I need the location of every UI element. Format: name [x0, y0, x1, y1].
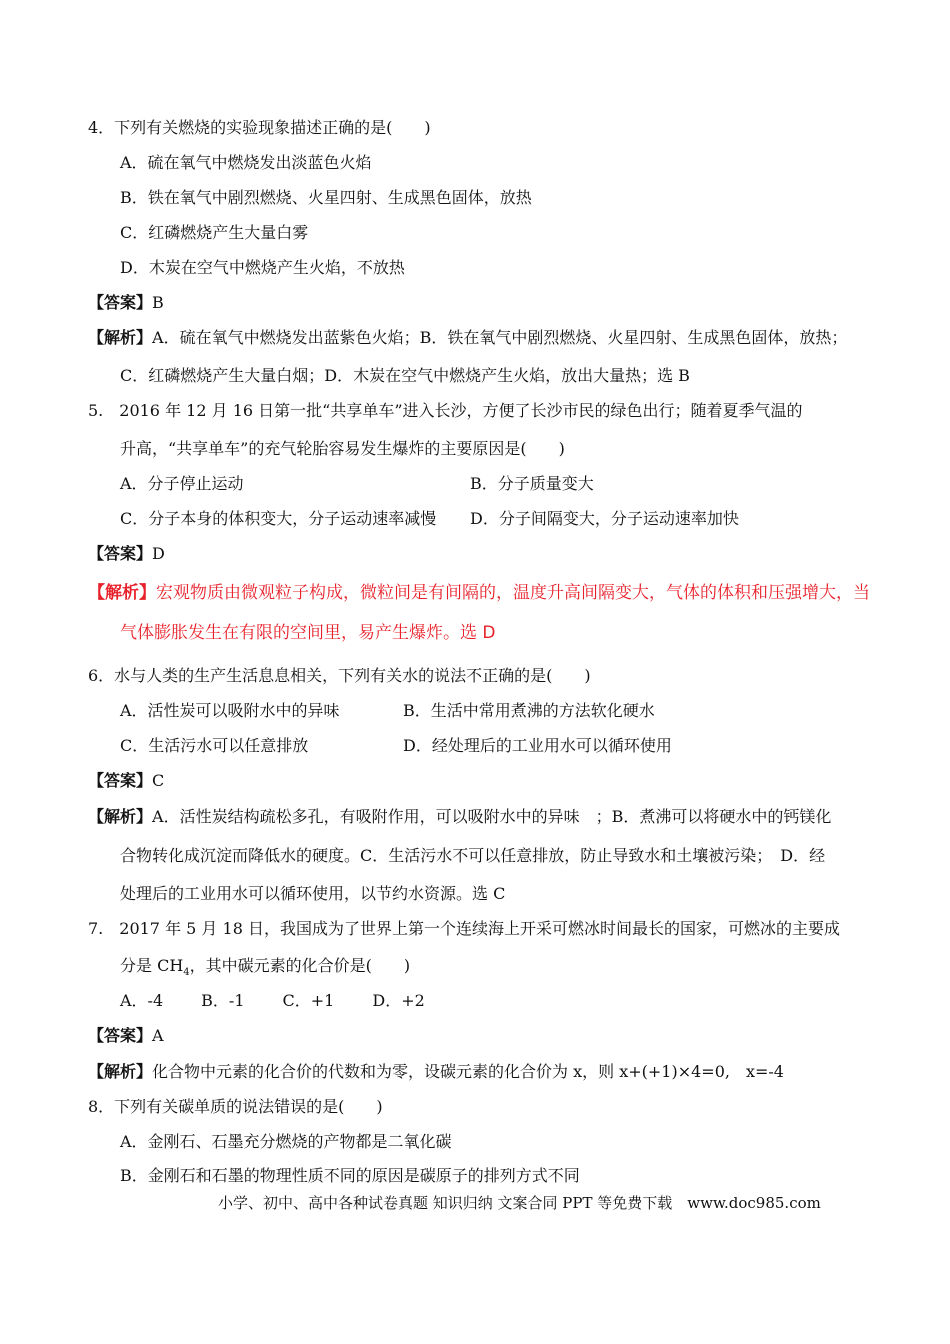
- question-5-option-c: C．分子本身的体积变大，分子运动速率减慢: [120, 509, 437, 528]
- question-7-stem-line-2: [120, 955, 410, 984]
- question-5-option-d: D．分子间隔变大，分子运动速率加快: [470, 509, 739, 528]
- subscript: 4: [183, 967, 190, 979]
- answer-tag: 【答案】: [88, 293, 153, 312]
- question-4-option-b: B．铁在氧气中剧烈燃烧、火星四射、生成黑色固体，放热: [120, 188, 532, 207]
- question-7-option-c: C．+1: [282, 991, 335, 1010]
- question-5-analysis: [88, 582, 870, 604]
- analysis-tag: 【解析】: [88, 328, 153, 347]
- question-6-analysis-line-2: 合物转化成沉淀而降低水的硬度。C．生活污水不可以任意排放，防止导致水和土壤被污染； D．经: [120, 846, 826, 865]
- question-8-stem: 8．下列有关碳单质的说法错误的是( ): [88, 1097, 383, 1116]
- question-6-analysis: [88, 806, 831, 828]
- question-6-option-b: B．生活中常用煮沸的方法软化硬水: [403, 701, 655, 720]
- question-5-option-a: A．分子停止运动: [120, 474, 244, 493]
- question-6-analysis-line-3: 处理后的工业用水可以循环使用，以节约水资源。选 C: [120, 884, 506, 903]
- question-7-option-d: D．+2: [372, 991, 425, 1010]
- question-7-option-a: A．-4: [120, 991, 164, 1010]
- answer-value: B: [152, 293, 164, 312]
- analysis-line: A．活性炭结构疏松多孔，有吸附作用，可以吸附水中的异味 ；B．煮沸可以将硬水中的钙镁化: [152, 807, 832, 826]
- question-5-stem-line-2: 升高，“共享单车”的充气轮胎容易发生爆炸的主要原因是( ): [120, 439, 565, 458]
- answer-value: D: [152, 544, 165, 563]
- question-5-option-b: B．分子质量变大: [470, 474, 594, 493]
- analysis-tag: 【解析】: [88, 807, 153, 826]
- stem-text: ，其中碳元素的化合价是( ): [189, 956, 411, 975]
- question-7-answer: [88, 1025, 164, 1047]
- question-4-analysis: [88, 327, 847, 349]
- analysis-line: A．硫在氧气中燃烧发出蓝紫色火焰；B．铁在氧气中剧烈燃烧、火星四射、生成黑色固体，放热；: [152, 328, 848, 347]
- question-8-option-b: B．金刚石和石墨的物理性质不同的原因是碳原子的排列方式不同: [120, 1166, 580, 1185]
- question-4-option-c: C．红磷燃烧产生大量白雾: [120, 223, 309, 242]
- analysis-line: 化合物中元素的化合价的代数和为零，设碳元素的化合价为 x，则 x+(+1)×4=0, x=-4: [152, 1062, 784, 1081]
- question-8-option-a: A．金刚石、石墨充分燃烧的产物都是二氧化碳: [120, 1132, 452, 1151]
- analysis-tag: 【解析】: [88, 583, 156, 603]
- question-7-options: [120, 990, 463, 1012]
- analysis-tag: 【解析】: [88, 1062, 153, 1081]
- question-4-stem: 4．下列有关燃烧的实验现象描述正确的是( ): [88, 118, 431, 137]
- question-6-answer: [88, 770, 164, 792]
- analysis-line: 宏观物质由微观粒子构成，微粒间是有间隔的，温度升高间隔变大，气体的体积和压强增大，当: [156, 583, 870, 603]
- question-5-stem-line-1: 5. 2016 年 12 月 16 日第一批“共享单车”进入长沙，方便了长沙市民的绿色出行；随着夏季气温的: [88, 401, 803, 420]
- question-7-analysis: [88, 1061, 784, 1083]
- question-7-option-b: B．-1: [201, 991, 245, 1010]
- question-5-answer: [88, 543, 165, 565]
- question-7-stem-line-1: 7. 2017 年 5 月 18 日，我国成为了世界上第一个连续海上开采可燃冰时间最长的国家，可燃冰的主要成: [88, 919, 840, 938]
- answer-value: A: [152, 1026, 164, 1045]
- question-5-analysis-line-2: 气体膨胀发生在有限的空间里，易产生爆炸。选 D: [120, 623, 496, 643]
- question-4-option-d: D．木炭在空气中燃烧产生火焰，不放热: [120, 258, 405, 277]
- question-6-option-c: C．生活污水可以任意排放: [120, 736, 309, 755]
- question-6-option-d: D．经处理后的工业用水可以循环使用: [403, 736, 672, 755]
- answer-value: C: [152, 771, 165, 790]
- answer-tag: 【答案】: [88, 771, 153, 790]
- question-4-answer: [88, 292, 164, 314]
- answer-tag: 【答案】: [88, 544, 153, 563]
- question-6-stem: 6．水与人类的生产生活息息相关，下列有关水的说法不正确的是( ): [88, 666, 591, 685]
- question-4-option-a: A．硫在氧气中燃烧发出淡蓝色火焰: [120, 153, 372, 172]
- stem-text: 分是 CH: [120, 956, 184, 975]
- question-4-analysis-line-2: C．红磷燃烧产生大量白烟；D．木炭在空气中燃烧产生火焰，放出大量热；选 B: [120, 366, 690, 385]
- answer-tag: 【答案】: [88, 1026, 153, 1045]
- question-6-option-a: A．活性炭可以吸附水中的异味: [120, 701, 340, 720]
- page-footer: 小学、初中、高中各种试卷真题 知识归纳 文案合同 PPT 等免费下载 www.doc985.com: [218, 1194, 821, 1212]
